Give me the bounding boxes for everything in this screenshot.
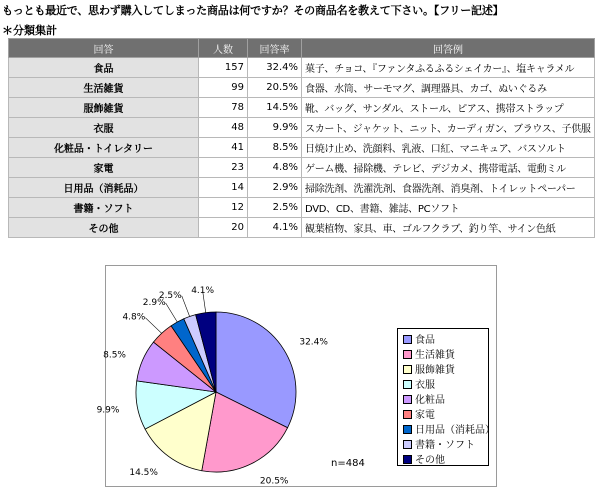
- row-rate: 9.9%: [248, 118, 302, 138]
- row-rate: 2.5%: [248, 198, 302, 218]
- legend-item: [403, 378, 488, 393]
- legend-label: 書籍・ソフト: [415, 440, 475, 451]
- legend-swatch: [403, 335, 412, 344]
- row-examples: 食器、水筒、サーモマグ、調理器具、カゴ、ぬいぐるみ: [302, 78, 595, 98]
- row-category: 日用品（消耗品）: [9, 178, 199, 198]
- row-category: 書籍・ソフト: [9, 198, 199, 218]
- results-table: [8, 38, 595, 238]
- legend-item: [403, 423, 495, 438]
- data-label: 9.9%: [96, 405, 120, 416]
- legend-swatch: [403, 395, 412, 404]
- legend-swatch: [403, 440, 412, 449]
- row-count: 99: [199, 78, 248, 98]
- legend-item: [403, 393, 488, 408]
- table-row: [9, 218, 595, 238]
- legend-item: [403, 453, 488, 468]
- legend-swatch: [403, 380, 412, 389]
- data-label: 2.9%: [142, 298, 166, 308]
- column-header-answer: 回答: [9, 39, 199, 58]
- legend-label: 生活雑貨: [415, 350, 455, 361]
- leader-line: [145, 318, 161, 334]
- chart-legend: [397, 328, 495, 466]
- row-examples: ゲーム機、掃除機、テレビ、デジカメ、携帯電話、電動ミル: [302, 158, 595, 178]
- row-rate: 14.5%: [248, 98, 302, 118]
- table-row: [9, 178, 595, 198]
- page-title: もっとも最近で、思わず購入してしまった商品は何ですか？その商品名を教えて下さい。【フリー記述】: [2, 4, 504, 17]
- row-count: 78: [199, 98, 248, 118]
- row-rate: 8.5%: [248, 138, 302, 158]
- row-examples: DVD、CD、書籍、雑誌、PCソフト: [302, 198, 595, 218]
- table-row: [9, 78, 595, 98]
- legend-label: 服飾雑貨: [415, 365, 455, 376]
- row-category: その他: [9, 218, 199, 238]
- data-label: 4.8%: [122, 312, 146, 323]
- table-row: [9, 118, 595, 138]
- data-label: 20.5%: [259, 476, 289, 487]
- row-category: 生活雑貨: [9, 78, 199, 98]
- data-label: 14.5%: [129, 467, 158, 478]
- column-header-rate: 回答率: [248, 39, 302, 58]
- legend-item: [403, 408, 488, 423]
- row-category: 服飾雑貨: [9, 98, 199, 118]
- data-label: 8.5%: [103, 350, 126, 361]
- legend-item: [403, 348, 488, 363]
- row-category: 家電: [9, 158, 199, 178]
- legend-label: その他: [415, 455, 445, 466]
- data-label: 4.1%: [191, 285, 215, 296]
- row-examples: 観葉植物、家具、車、ゴルフクラブ、釣り竿、サイン色紙: [302, 218, 595, 238]
- row-rate: 4.1%: [248, 218, 302, 238]
- legend-item: [403, 363, 488, 378]
- pie-chart-frame: [96, 265, 497, 487]
- row-rate: 2.9%: [248, 178, 302, 198]
- legend-swatch: [403, 455, 412, 464]
- data-label: 32.4%: [299, 337, 328, 348]
- table-row: [9, 98, 595, 118]
- table-row: [9, 138, 595, 158]
- table-row: [9, 58, 595, 78]
- row-category: 化粧品・トイレタリー: [9, 138, 199, 158]
- legend-label: 衣服: [415, 380, 435, 391]
- row-count: 48: [199, 118, 248, 138]
- row-count: 41: [199, 138, 248, 158]
- section-subtitle: ＊分類集計: [2, 24, 57, 37]
- table-row: [9, 158, 595, 178]
- leader-line: [166, 303, 178, 322]
- legend-label: 家電: [415, 410, 435, 421]
- legend-label: 食品: [415, 335, 435, 346]
- table-header-row: [9, 39, 595, 58]
- sample-size-label: n=484: [331, 458, 365, 469]
- row-category: 衣服: [9, 118, 199, 138]
- legend-swatch: [403, 425, 412, 434]
- row-count: 157: [199, 58, 248, 78]
- row-count: 20: [199, 218, 248, 238]
- column-header-count: 人数: [199, 39, 248, 58]
- legend-label: 日用品（消耗品）: [415, 425, 495, 436]
- row-rate: 4.8%: [248, 158, 302, 178]
- legend-item: [403, 333, 488, 348]
- leader-line: [182, 296, 190, 317]
- legend-swatch: [403, 365, 412, 374]
- row-examples: スカート、ジャケット、ニット、カーディガン、ブラウス、子供服: [302, 118, 595, 138]
- row-examples: 日焼け止め、洗顔料、乳液、口紅、マニキュア、バスソルト: [302, 138, 595, 158]
- row-count: 14: [199, 178, 248, 198]
- legend-item: [403, 438, 488, 453]
- row-examples: 掃除洗剤、洗濯洗剤、食器洗剤、消臭剤、トイレットペーパー: [302, 178, 595, 198]
- row-examples: 靴、バッグ、サンダル、ストール、ピアス、携帯ストラップ: [302, 98, 595, 118]
- row-count: 12: [199, 198, 248, 218]
- row-rate: 32.4%: [248, 58, 302, 78]
- row-examples: 菓子、チョコ、『ファンタふるふるシェイカー』、塩キャラメル: [302, 58, 595, 78]
- legend-swatch: [403, 350, 412, 359]
- table-row: [9, 198, 595, 218]
- row-count: 23: [199, 158, 248, 178]
- row-category: 食品: [9, 58, 199, 78]
- data-label: 2.5%: [158, 290, 182, 301]
- column-header-examples: 回答例: [302, 39, 595, 58]
- legend-swatch: [403, 410, 412, 419]
- legend-label: 化粧品: [415, 395, 445, 406]
- row-rate: 20.5%: [248, 78, 302, 98]
- table-body: [9, 58, 595, 238]
